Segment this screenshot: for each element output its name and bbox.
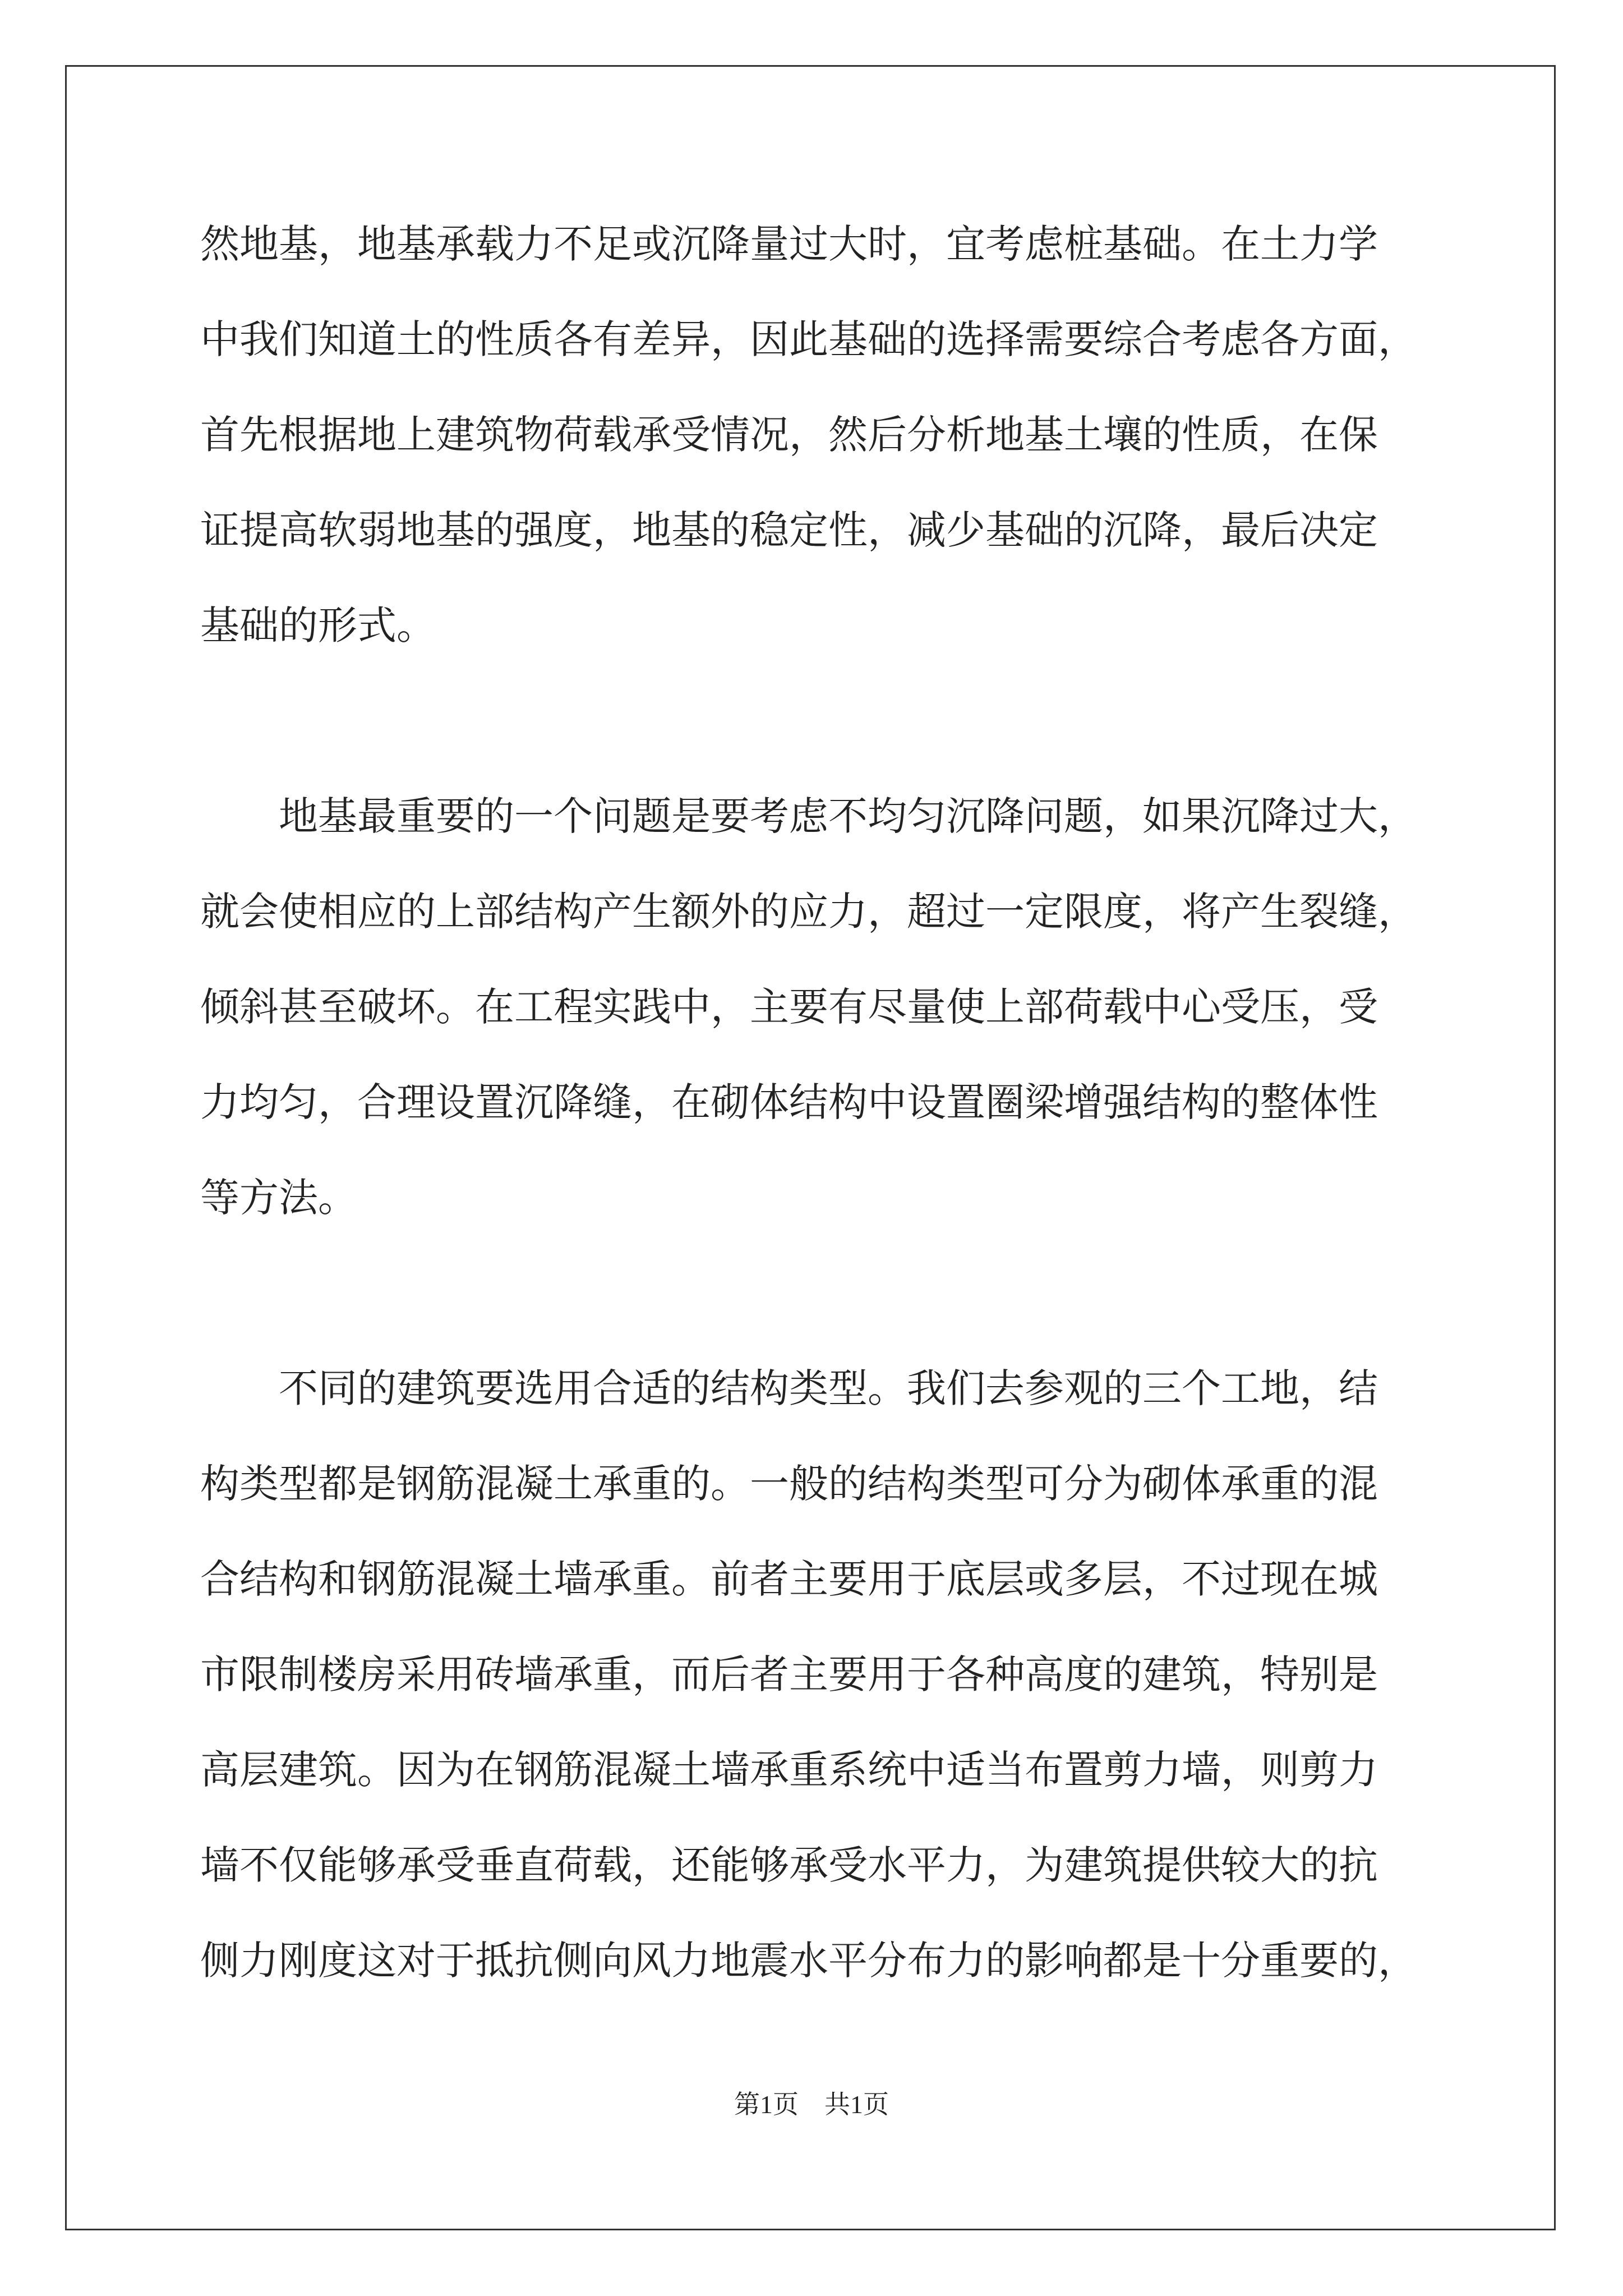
- blank-line: [200, 679, 1426, 774]
- text-line: 就会使相应的上部结构产生额外的应力，超过一定限度，将产生裂缝，: [200, 889, 1417, 935]
- text-line: 侧力刚度这对于抵抗侧向风力地震水平分布力的影响都是十分重要的，: [200, 1938, 1417, 1984]
- text-line: 地基最重要的一个问题是要考虑不均匀沉降问题，如果沉降过大，: [200, 793, 1417, 839]
- text-line: 倾斜甚至破坏。在工程实践中，主要有尽量使上部荷载中心受压，受: [200, 984, 1378, 1030]
- document-body: [200, 202, 1426, 2014]
- blank-line: [200, 1251, 1426, 1346]
- text-line: 中我们知道土的性质各有差异，因此基础的选择需要综合考虑各方面，: [200, 316, 1417, 362]
- text-line: 不同的建筑要选用合适的结构类型。我们去参观的三个工地，结: [200, 1365, 1378, 1411]
- page-number-footer: 第1页 共1页: [734, 2090, 889, 2119]
- text-line: 市限制楼房采用砖墙承重，而后者主要用于各种高度的建筑，特别是: [200, 1651, 1378, 1697]
- text-line: 首先根据地上建筑物荷载承受情况，然后分析地基土壤的性质，在保: [200, 412, 1378, 458]
- text-line: 然地基，地基承载力不足或沉降量过大时，宜考虑桩基础。在土力学: [200, 221, 1378, 267]
- text-line: 合结构和钢筋混凝土墙承重。前者主要用于底层或多层，不过现在城: [200, 1556, 1378, 1602]
- text-line: 高层建筑。因为在钢筋混凝土墙承重系统中适当布置剪力墙，则剪力: [200, 1747, 1378, 1793]
- text-line: 证提高软弱地基的强度，地基的稳定性，减少基础的沉降，最后决定: [200, 507, 1378, 553]
- text-line: 等方法。: [200, 1175, 357, 1221]
- text-line: 墙不仅能够承受垂直荷载，还能够承受水平力，为建筑提供较大的抗: [200, 1842, 1378, 1888]
- text-line: 基础的形式。: [200, 602, 436, 648]
- text-line: 构类型都是钢筋混凝土承重的。一般的结构类型可分为砌体承重的混: [200, 1461, 1378, 1507]
- text-line: 力均匀，合理设置沉降缝，在砌体结构中设置圈梁增强结构的整体性: [200, 1079, 1378, 1125]
